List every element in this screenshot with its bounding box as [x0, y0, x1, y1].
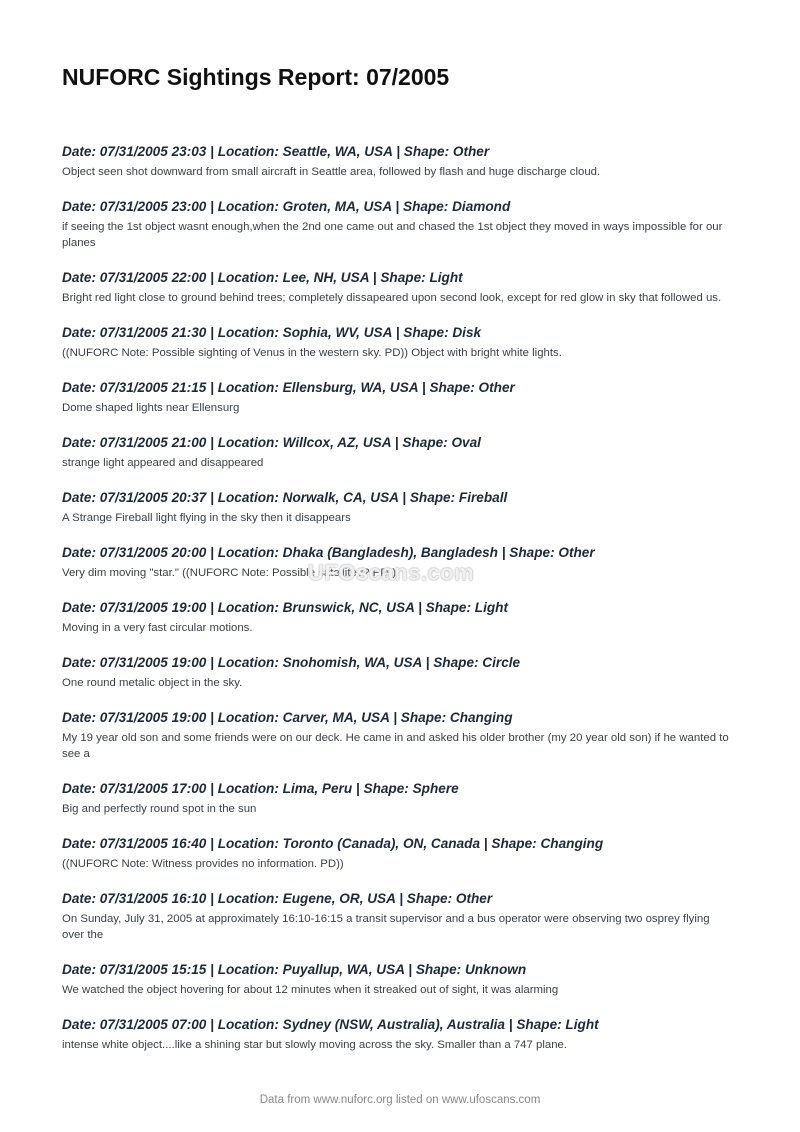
sighting-entry — [62, 198, 734, 251]
sighting-header: Date: 07/31/2005 19:00 | Location: Snohomish, WA, USA | Shape: Circle — [62, 655, 521, 670]
sighting-entry — [62, 269, 734, 306]
sighting-header: Date: 07/31/2005 23:03 | Location: Seattle, WA, USA | Shape: Other — [62, 144, 490, 159]
sighting-description: Moving in a very fast circular motions. — [62, 622, 253, 634]
page-title: NUFORC Sightings Report: 07/2005 — [62, 64, 450, 90]
sighting-description: My 19 year old son and some friends were on our deck. He came in and asked his older brother (my 20 year old son) if he wanted to see a — [62, 732, 729, 760]
sighting-header: Date: 07/31/2005 21:00 | Location: Willcox, AZ, USA | Shape: Oval — [62, 435, 481, 450]
page-footer: Data from www.nuforc.org listed on www.ufoscans.com — [259, 1094, 541, 1106]
sighting-header: Date: 07/31/2005 20:00 | Location: Dhaka (Bangladesh), Bangladesh | Shape: Other — [62, 545, 595, 560]
sighting-header: Date: 07/31/2005 23:00 | Location: Groten, MA, USA | Shape: Diamond — [62, 199, 511, 214]
sighting-entry — [62, 1016, 734, 1053]
sighting-entry — [62, 599, 734, 636]
sighting-header: Date: 07/31/2005 15:15 | Location: Puyallup, WA, USA | Shape: Unknown — [62, 962, 527, 977]
sighting-header: Date: 07/31/2005 21:30 | Location: Sophia, WV, USA | Shape: Disk — [62, 325, 482, 340]
sighting-header: Date: 07/31/2005 20:37 | Location: Norwalk, CA, USA | Shape: Fireball — [62, 490, 508, 505]
sighting-entry — [62, 835, 734, 872]
sighting-description: Big and perfectly round spot in the sun — [62, 803, 257, 815]
sighting-entry — [62, 654, 734, 691]
sighting-entry — [62, 324, 734, 361]
sighting-header: Date: 07/31/2005 22:00 | Location: Lee, NH, USA | Shape: Light — [62, 270, 463, 285]
sighting-description: One round metalic object in the sky. — [62, 677, 243, 689]
sighting-description: We watched the object hovering for about 12 minutes when it streaked out of sight, it was alarming — [62, 984, 559, 996]
sighting-entry — [62, 143, 734, 180]
sighting-description: On Sunday, July 31, 2005 at approximately 16:10-16:15 a transit supervisor and a bus operator were observing two osprey flying over the — [62, 913, 710, 941]
sighting-header: Date: 07/31/2005 07:00 | Location: Sydney (NSW, Australia), Australia | Shape: Light — [62, 1017, 599, 1032]
sighting-entry — [62, 489, 734, 526]
sighting-entry — [62, 780, 734, 817]
sighting-header: Date: 07/31/2005 19:00 | Location: Carver, MA, USA | Shape: Changing — [62, 710, 513, 725]
sighting-entry — [62, 709, 734, 762]
sighting-header: Date: 07/31/2005 19:00 | Location: Brunswick, NC, USA | Shape: Light — [62, 600, 508, 615]
sighting-entry — [62, 961, 734, 998]
sighting-entry — [62, 434, 734, 471]
sighting-description: Object seen shot downward from small aircraft in Seattle area, followed by flash and huge discharge cloud. — [62, 166, 601, 178]
sighting-description: A Strange Fireball light flying in the sky then it disappears — [62, 512, 351, 524]
sighting-header: Date: 07/31/2005 16:10 | Location: Eugene, OR, USA | Shape: Other — [62, 891, 493, 906]
sighting-description: if seeing the 1st object wasnt enough,when the 2nd one came out and chased the 1st object they moved in ways impossible for our planes — [62, 221, 723, 249]
sighting-header: Date: 07/31/2005 21:15 | Location: Ellensburg, WA, USA | Shape: Other — [62, 380, 515, 395]
sighting-description: strange light appeared and disappeared — [62, 457, 264, 469]
sighting-description: Dome shaped lights near Ellensurg — [62, 402, 240, 414]
sighting-description: ((NUFORC Note: Possible sighting of Venus in the western sky. PD)) Object with bright white lights. — [62, 347, 562, 359]
sighting-entry — [62, 890, 734, 943]
sighting-entry — [62, 379, 734, 416]
sighting-description: Bright red light close to ground behind trees; completely dissapeared upon second look, except for red glow in sky that followed us. — [62, 292, 722, 304]
sighting-header: Date: 07/31/2005 16:40 | Location: Toronto (Canada), ON, Canada | Shape: Changing — [62, 836, 604, 851]
sighting-description: ((NUFORC Note: Witness provides no information. PD)) — [62, 858, 344, 870]
sightings-list — [62, 143, 734, 1071]
sighting-description: intense white object....like a shining star but slowly moving across the sky. Smaller than a 747 plane. — [62, 1039, 568, 1051]
sighting-header: Date: 07/31/2005 17:00 | Location: Lima, Peru | Shape: Sphere — [62, 781, 459, 796]
sighting-description: Very dim moving "star." ((NUFORC Note: Possible satellite?? PD)) — [62, 567, 397, 579]
watermark: UFOscans.com — [308, 560, 475, 585]
